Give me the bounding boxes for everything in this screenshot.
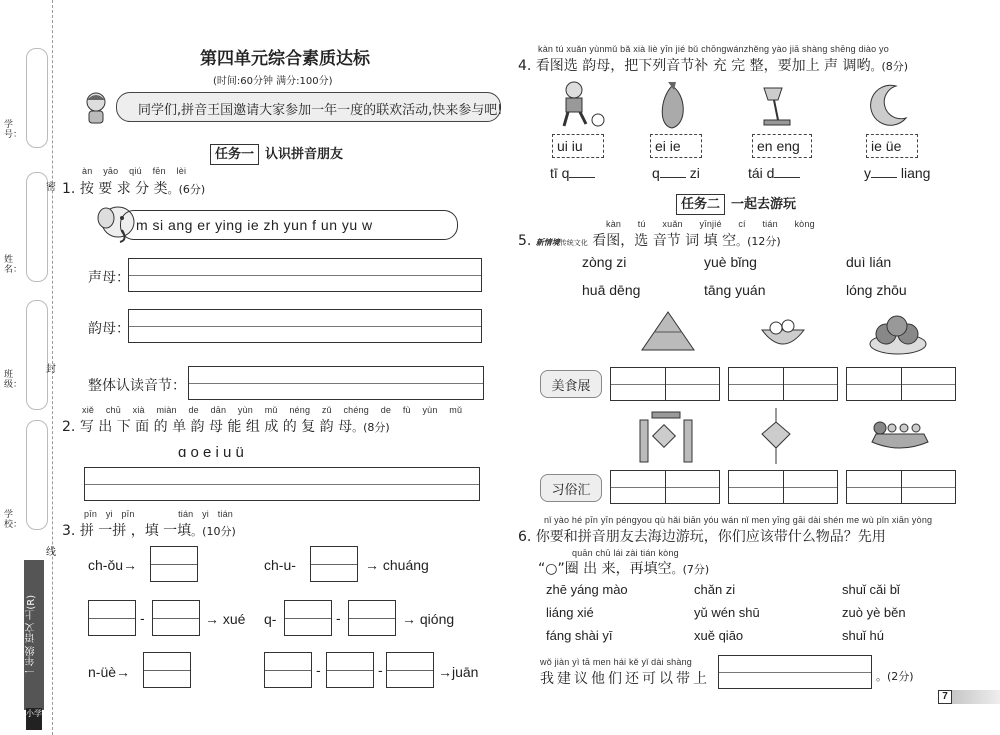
q4-syllable-4[interactable]: y liang <box>864 165 931 181</box>
new-context-badge: 新情境 <box>535 238 560 247</box>
q6-item-8[interactable]: xuě qiāo <box>694 628 744 643</box>
q3-answer-box-6[interactable] <box>348 600 396 636</box>
field-box-name[interactable] <box>26 172 48 282</box>
task-two-heading: 任务二 一起去游玩 <box>676 193 796 212</box>
q6-item-9[interactable]: shuǐ hú <box>842 628 884 643</box>
q4-pinyin: kàn tú xuǎn yùnmǔ bǎ xià liè yīn jié bǔ chōngwánzhěng yào jiā shàng shēng diào yo <box>538 44 889 54</box>
q3-answer-box-7[interactable] <box>143 652 191 688</box>
label-school: 学校： <box>4 510 23 530</box>
field-box-class[interactable] <box>26 300 48 410</box>
q5-word-1: zòng zi <box>582 254 627 270</box>
q1-text: 1. 按 要 求 分 类。(6分) <box>62 181 206 197</box>
q6-pinyin-2: quān chū lái zài tián kòng <box>572 548 679 558</box>
eggplant-icon <box>652 78 692 132</box>
zongzi-icon <box>640 310 696 356</box>
q2-pinyin: xiě chū xià miàn de dān yùn mǔ néng zǔ chéng de fù yùn mǔ <box>82 405 463 415</box>
q1-label-whole: 整体认读音节： <box>88 378 186 394</box>
q5-word-5: tāng yuán <box>704 282 766 298</box>
lantern-icon <box>756 408 796 466</box>
q1-finals-lines[interactable] <box>128 309 482 343</box>
binding-strip <box>0 0 58 735</box>
intro-text: 同学们,拼音王国邀请大家参加一年一度的联欢活动,快来参与吧! <box>138 103 503 118</box>
q6-item-1[interactable]: zhē yáng mào <box>546 582 628 597</box>
q1-whole-lines[interactable] <box>188 366 484 400</box>
q5-word-4: huā dēng <box>582 282 641 298</box>
page-title: 第四单元综合素质达标 <box>200 49 370 69</box>
q3-answer-box-9[interactable] <box>326 652 374 688</box>
field-box-id[interactable] <box>26 48 48 148</box>
q5-text: 5. 新情境传统文化 看图，选 音节 词 填 空。(12分) <box>518 233 781 249</box>
q6-pinyin-1: nǐ yào hé pīn yīn péngyou qù hǎi biān yóu wán nǐ men yīng gāi dài shén me wù pǐn xiān yòng <box>544 515 933 525</box>
q4-syllable-2[interactable]: q zi <box>652 165 700 181</box>
q6-item-3[interactable]: shuǐ cǎi bǐ <box>842 582 900 597</box>
q3-item-chuang: → chuáng <box>365 557 429 573</box>
q1-label-finals: 韵母： <box>88 321 130 337</box>
q3-answer-box-1[interactable] <box>150 546 198 582</box>
q6-item-5[interactable]: yǔ wén shū <box>694 605 760 620</box>
lamp-icon <box>756 80 796 130</box>
q3-answer-box-2[interactable] <box>310 546 358 582</box>
tangyuan-icon <box>758 312 808 356</box>
q3-item-qiong: → qióng <box>402 611 455 627</box>
label-name: 姓名： <box>4 255 23 275</box>
book-label: 一年级 语文 上(R) <box>24 560 44 710</box>
page-subtitle: (时间:60分钟 满分:100分) <box>213 76 333 87</box>
field-box-school[interactable] <box>26 420 48 530</box>
q1-letters: m si ang er ying ie zh yun f un yu w <box>136 217 373 233</box>
q6-tail: 。(2分) <box>876 670 914 683</box>
q3-answer-box-8[interactable] <box>264 652 312 688</box>
q6-item-7[interactable]: fáng shài yī <box>546 628 613 643</box>
q6-item-4[interactable]: liáng xié <box>546 605 594 620</box>
q3-item-xue: → xué <box>205 611 246 627</box>
q3-dash-3: - <box>316 662 321 678</box>
q3-text: 3. 拼 一拼 ，填 一填。(10分) <box>62 523 236 539</box>
seal-mark-1: 密 <box>46 182 56 193</box>
q5-food-grid-3[interactable] <box>846 367 956 401</box>
q3-answer-box-5[interactable] <box>284 600 332 636</box>
q5-food-grid-1[interactable] <box>610 367 720 401</box>
q1-pinyin: àn yāo qiú fēn lèi <box>82 166 187 176</box>
q3-item-chou: ch-ǒu→ <box>88 557 138 573</box>
q6-text-1: 6. 你要和拼音朋友去海边游玩，你们应该带什么物品？先用 <box>518 529 886 545</box>
q5-pinyin: kàn tú xuǎn yīnjié cí tián kòng <box>606 219 815 229</box>
q3-dash-1: - <box>140 610 145 626</box>
dragon-boat-icon <box>870 412 930 456</box>
q5-food-grid-2[interactable] <box>728 367 838 401</box>
q4-pair-4: ie üe <box>871 138 902 154</box>
label-student-id: 学号： <box>4 120 23 140</box>
q5-custom-grid-1[interactable] <box>610 470 720 504</box>
q3-answer-box-4[interactable] <box>152 600 200 636</box>
q2-text: 2. 写 出 下 面 的 单 韵 母 能 组 成 的 复 韵 母。(8分) <box>62 419 390 435</box>
brand-logo: 小学 <box>26 708 42 730</box>
cartoon-child-icon <box>80 90 112 126</box>
q2-answer-lines[interactable] <box>84 467 480 501</box>
q5-custom-grid-2[interactable] <box>728 470 838 504</box>
q6-text-3: 我建议他们还可以带上 <box>540 671 710 687</box>
q3-item-nue: n-üè→ <box>88 664 131 680</box>
q3-item-chu: ch-u- <box>264 557 296 573</box>
q2-letters: ɑ o e i u ü <box>178 444 244 461</box>
q3-item-q: q- <box>264 611 277 627</box>
label-class: 班级： <box>4 370 23 390</box>
q3-answer-box-10[interactable] <box>386 652 434 688</box>
food-expo-label: 美食展 <box>540 370 602 398</box>
seal-mark-2: 封 <box>46 364 56 375</box>
q1-initials-lines[interactable] <box>128 258 482 292</box>
q6-text-2: “○”圈 出 来，再填空。(7分) <box>538 561 710 577</box>
couplets-icon <box>636 410 696 464</box>
q4-pair-2: ei ie <box>655 138 681 154</box>
task-one-heading: 任务一 认识拼音朋友 <box>210 143 343 162</box>
soccer-kid-icon <box>552 80 608 130</box>
q3-pinyin: pīn yi pīn tián yi tián <box>84 509 234 519</box>
q4-syllable-3[interactable]: tái d <box>748 165 800 181</box>
q5-word-2: yuè bǐng <box>704 254 757 270</box>
q4-pair-3: en eng <box>757 138 800 154</box>
q3-dash-2: - <box>336 610 341 626</box>
q4-syllable-1[interactable]: tī q <box>550 165 595 181</box>
q4-text: 4. 看图选 韵母，把下列音节补 充 完 整，要加上 声 调哟。(8分) <box>518 58 909 74</box>
mooncake-icon <box>868 310 928 358</box>
q1-label-initials: 声母： <box>88 270 130 286</box>
customs-label: 习俗汇 <box>540 474 602 502</box>
moon-icon <box>862 80 912 130</box>
q3-answer-box-3[interactable] <box>88 600 136 636</box>
seal-mark-3: 线 <box>46 547 56 558</box>
q6-pinyin-3: wǒ jiàn yì tā men hái kě yǐ dài shàng <box>540 657 692 667</box>
q4-pair-1: ui iu <box>557 138 583 154</box>
q5-word-3: duì lián <box>846 254 892 270</box>
q3-item-juan: →juān <box>438 664 479 680</box>
q5-word-6: lóng zhōu <box>846 282 907 298</box>
q6-item-2[interactable]: chǎn zi <box>694 582 736 597</box>
q3-dash-4: - <box>378 662 383 678</box>
page-number: 7 <box>938 690 952 704</box>
q6-item-6[interactable]: zuò yè běn <box>842 605 906 620</box>
q6-suggestion-input[interactable] <box>718 655 872 689</box>
q5-custom-grid-3[interactable] <box>846 470 956 504</box>
